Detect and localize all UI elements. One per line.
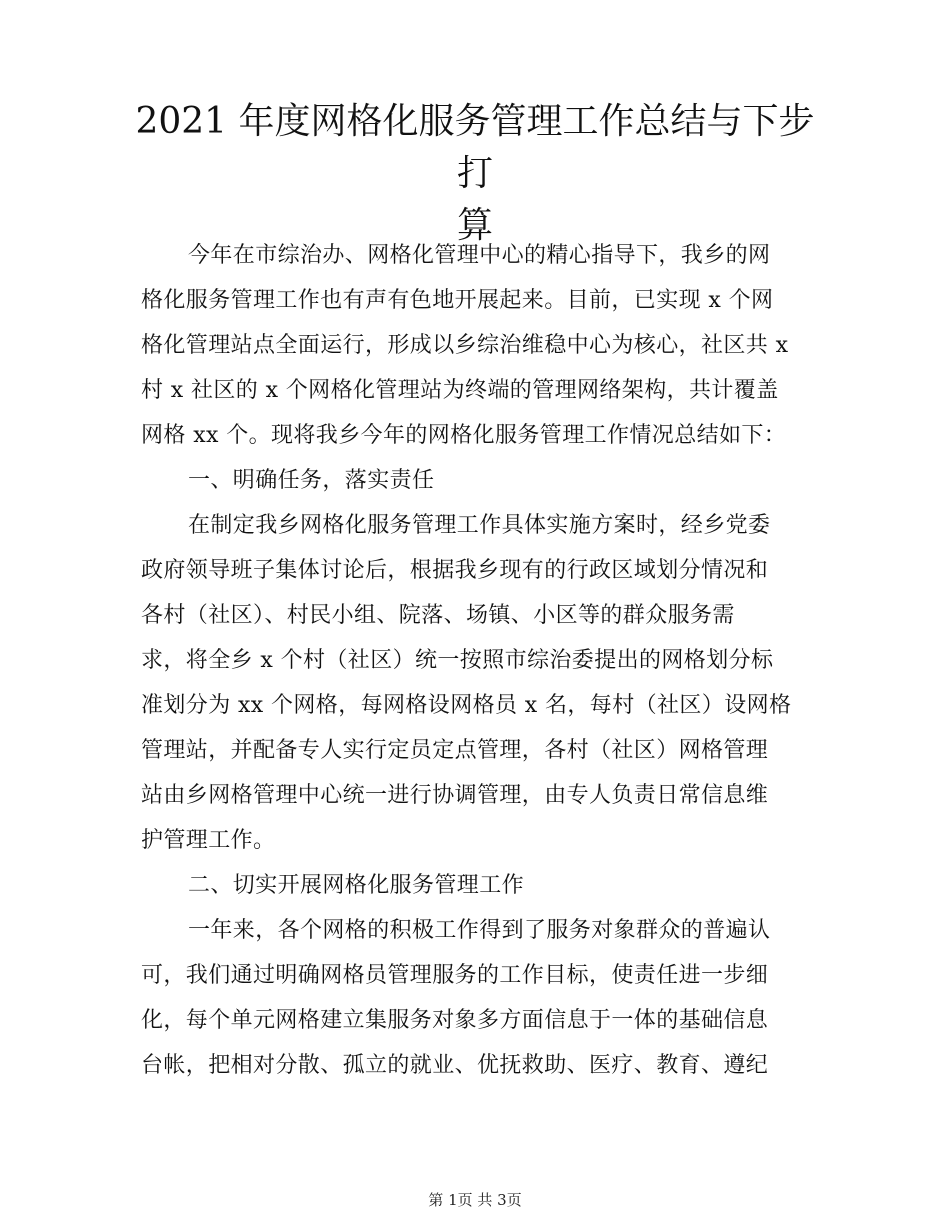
paragraph-line: 求，将全乡 x 个村（社区）统一按照市综治委提出的网格划分标 [141,648,774,673]
paragraph-line: 准划分为 xx 个网格，每网格设网格员 x 名，每村（社区）设网格 [141,693,792,718]
paragraph-line: 格化服务管理工作也有声有色地开展起来。目前，已实现 x 个网 [141,288,774,313]
paragraph-line: 站由乡网格管理中心统一进行协调管理，由专人负责日常信息维 [141,783,769,808]
paragraph-line: 化，每个单元网格建立集服务对象多方面信息于一体的基础信息 [141,1008,769,1033]
paragraph-line: 在制定我乡网格化服务管理工作具体实施方案时，经乡党委 [188,513,771,538]
paragraph-line: 网格 xx 个。现将我乡今年的网格化服务管理工作情况总结如下： [141,423,787,448]
document-title [130,96,820,252]
section-heading: 二、切实开展网格化服务管理工作 [188,873,525,898]
section-heading: 一、明确任务，落实责任 [188,468,435,493]
paragraph-line: 今年在市综治办、网格化管理中心的精心指导下，我乡的网 [188,243,771,268]
paragraph-line: 可，我们通过明确网格员管理服务的工作目标，使责任进一步细 [141,963,769,988]
paragraph-line: 一年来，各个网格的积极工作得到了服务对象群众的普遍认 [188,918,771,943]
paragraph-line: 各村（社区）、村民小组、院落、场镇、小区等的群众服务需 [141,603,735,628]
paragraph-line: 台帐，把相对分散、孤立的就业、优抚救助、医疗、教育、遵纪 [141,1053,769,1078]
paragraph-line: 管理站，并配备专人实行定员定点管理，各村（社区）网格管理 [141,738,769,763]
paragraph-line: 政府领导班子集体讨论后，根据我乡现有的行政区域划分情况和 [141,558,769,583]
paragraph-line: 格化管理站点全面运行，形成以乡综治维稳中心为核心，社区共 x [141,333,789,358]
paragraph-line: 护管理工作。 [141,828,276,853]
page-number-footer: 第 1页 共 3页 [428,1191,522,1209]
title-line-1: 2021 年度网格化服务管理工作总结与下步打 [135,101,815,194]
title-line-2: 算 [456,205,493,246]
paragraph-line: 村 x 社区的 x 个网格化管理站为终端的管理网络架构，共计覆盖 [141,378,779,403]
